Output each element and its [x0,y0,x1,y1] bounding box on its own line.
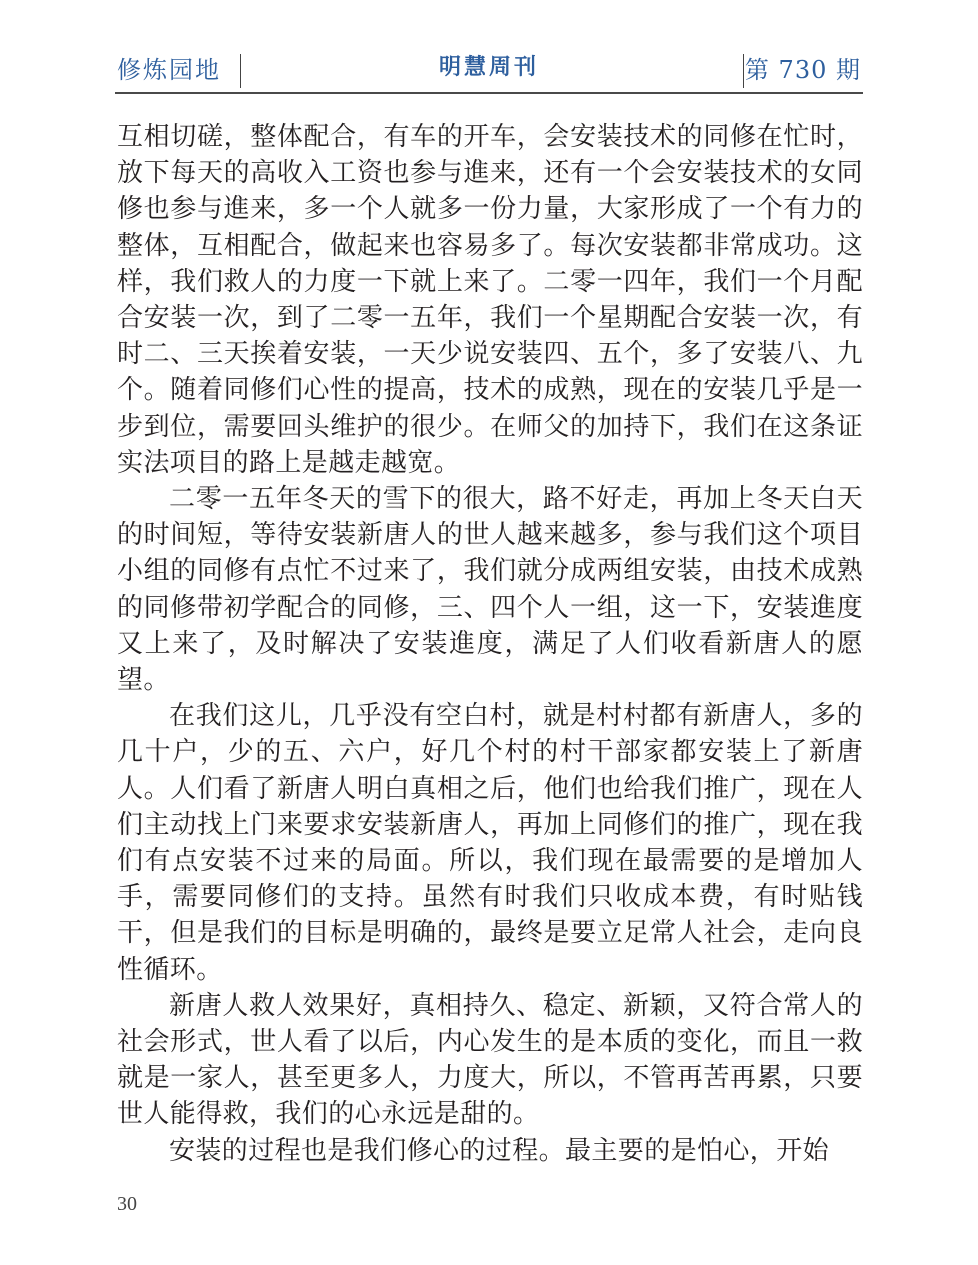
paragraph: 在我们这儿，几乎没有空白村，就是村村都有新唐人，多的几十户，少的五、六户，好几个村的村干部家都安装上了新唐人。人们看了新唐人明白真相之后，他们也给我们推广，现在人们主动找上门来要求安装新唐人，再加上同修们的推广，现在我们有点安装不过来的局面。所以，我们现在最需要的是增加人手，需要同修们的支持。虽然有时我们只收成本费，有时贴钱干，但是我们的目标是明确的，最终是要立足常人社会，走向良性循环。 [117,701,863,985]
paragraph: 安装的过程也是我们修心的过程。最主要的是怕心，开始 [169,1135,830,1166]
publication-title: 明慧周刊 [438,55,539,80]
issue-number: 第 730 期 [744,56,861,84]
header-divider [743,54,744,88]
section-title: 修炼园地 [117,56,221,84]
page-number: 30 [117,1193,137,1215]
page-header [115,50,863,92]
paragraph: 新唐人救人效果好，真相持久、稳定、新颖，又符合常人的社会形式，世人看了以后，内心发生的是本质的变化，而且一救就是一家人，甚至更多人，力度大，所以，不管再苦再累，只要世人能得救，我们的心永远是甜的。 [117,990,863,1130]
header-rule [115,92,863,94]
paragraph: 互相切磋，整体配合，有车的开车，会安装技术的同修在忙时，放下每天的高收入工资也参与進来，还有一个会安装技术的女同修也参与進来，多一个人就多一份力量，大家形成了一个有力的整体，互相配合，做起来也容易多了。每次安装都非常成功。这样，我们救人的力度一下就上来了。二零一四年，我们一个月配合安装一次，到了二零一五年，我们一个星期配合安装一次，有时二、三天挨着安装，一天少说安装四、五个，多了安装八、九个。随着同修们心性的提高，技术的成熟，现在的安装几乎是一步到位，需要回头维护的很少。在师父的加持下，我们在这条证实法项目的路上是越走越宽。 [117,122,863,478]
paragraph: 二零一五年冬天的雪下的很大，路不好走，再加上冬天白天的时间短，等待安装新唐人的世人越来越多，参与我们这个项目小组的同修有点忙不过来了，我们就分成两组安装，由技术成熟的同修带初学配合的同修，三、四个人一组，这一下，安装進度又上来了，及时解决了安装進度，满足了人们收看新唐人的愿望。 [117,484,863,696]
article-body [117,119,863,1169]
